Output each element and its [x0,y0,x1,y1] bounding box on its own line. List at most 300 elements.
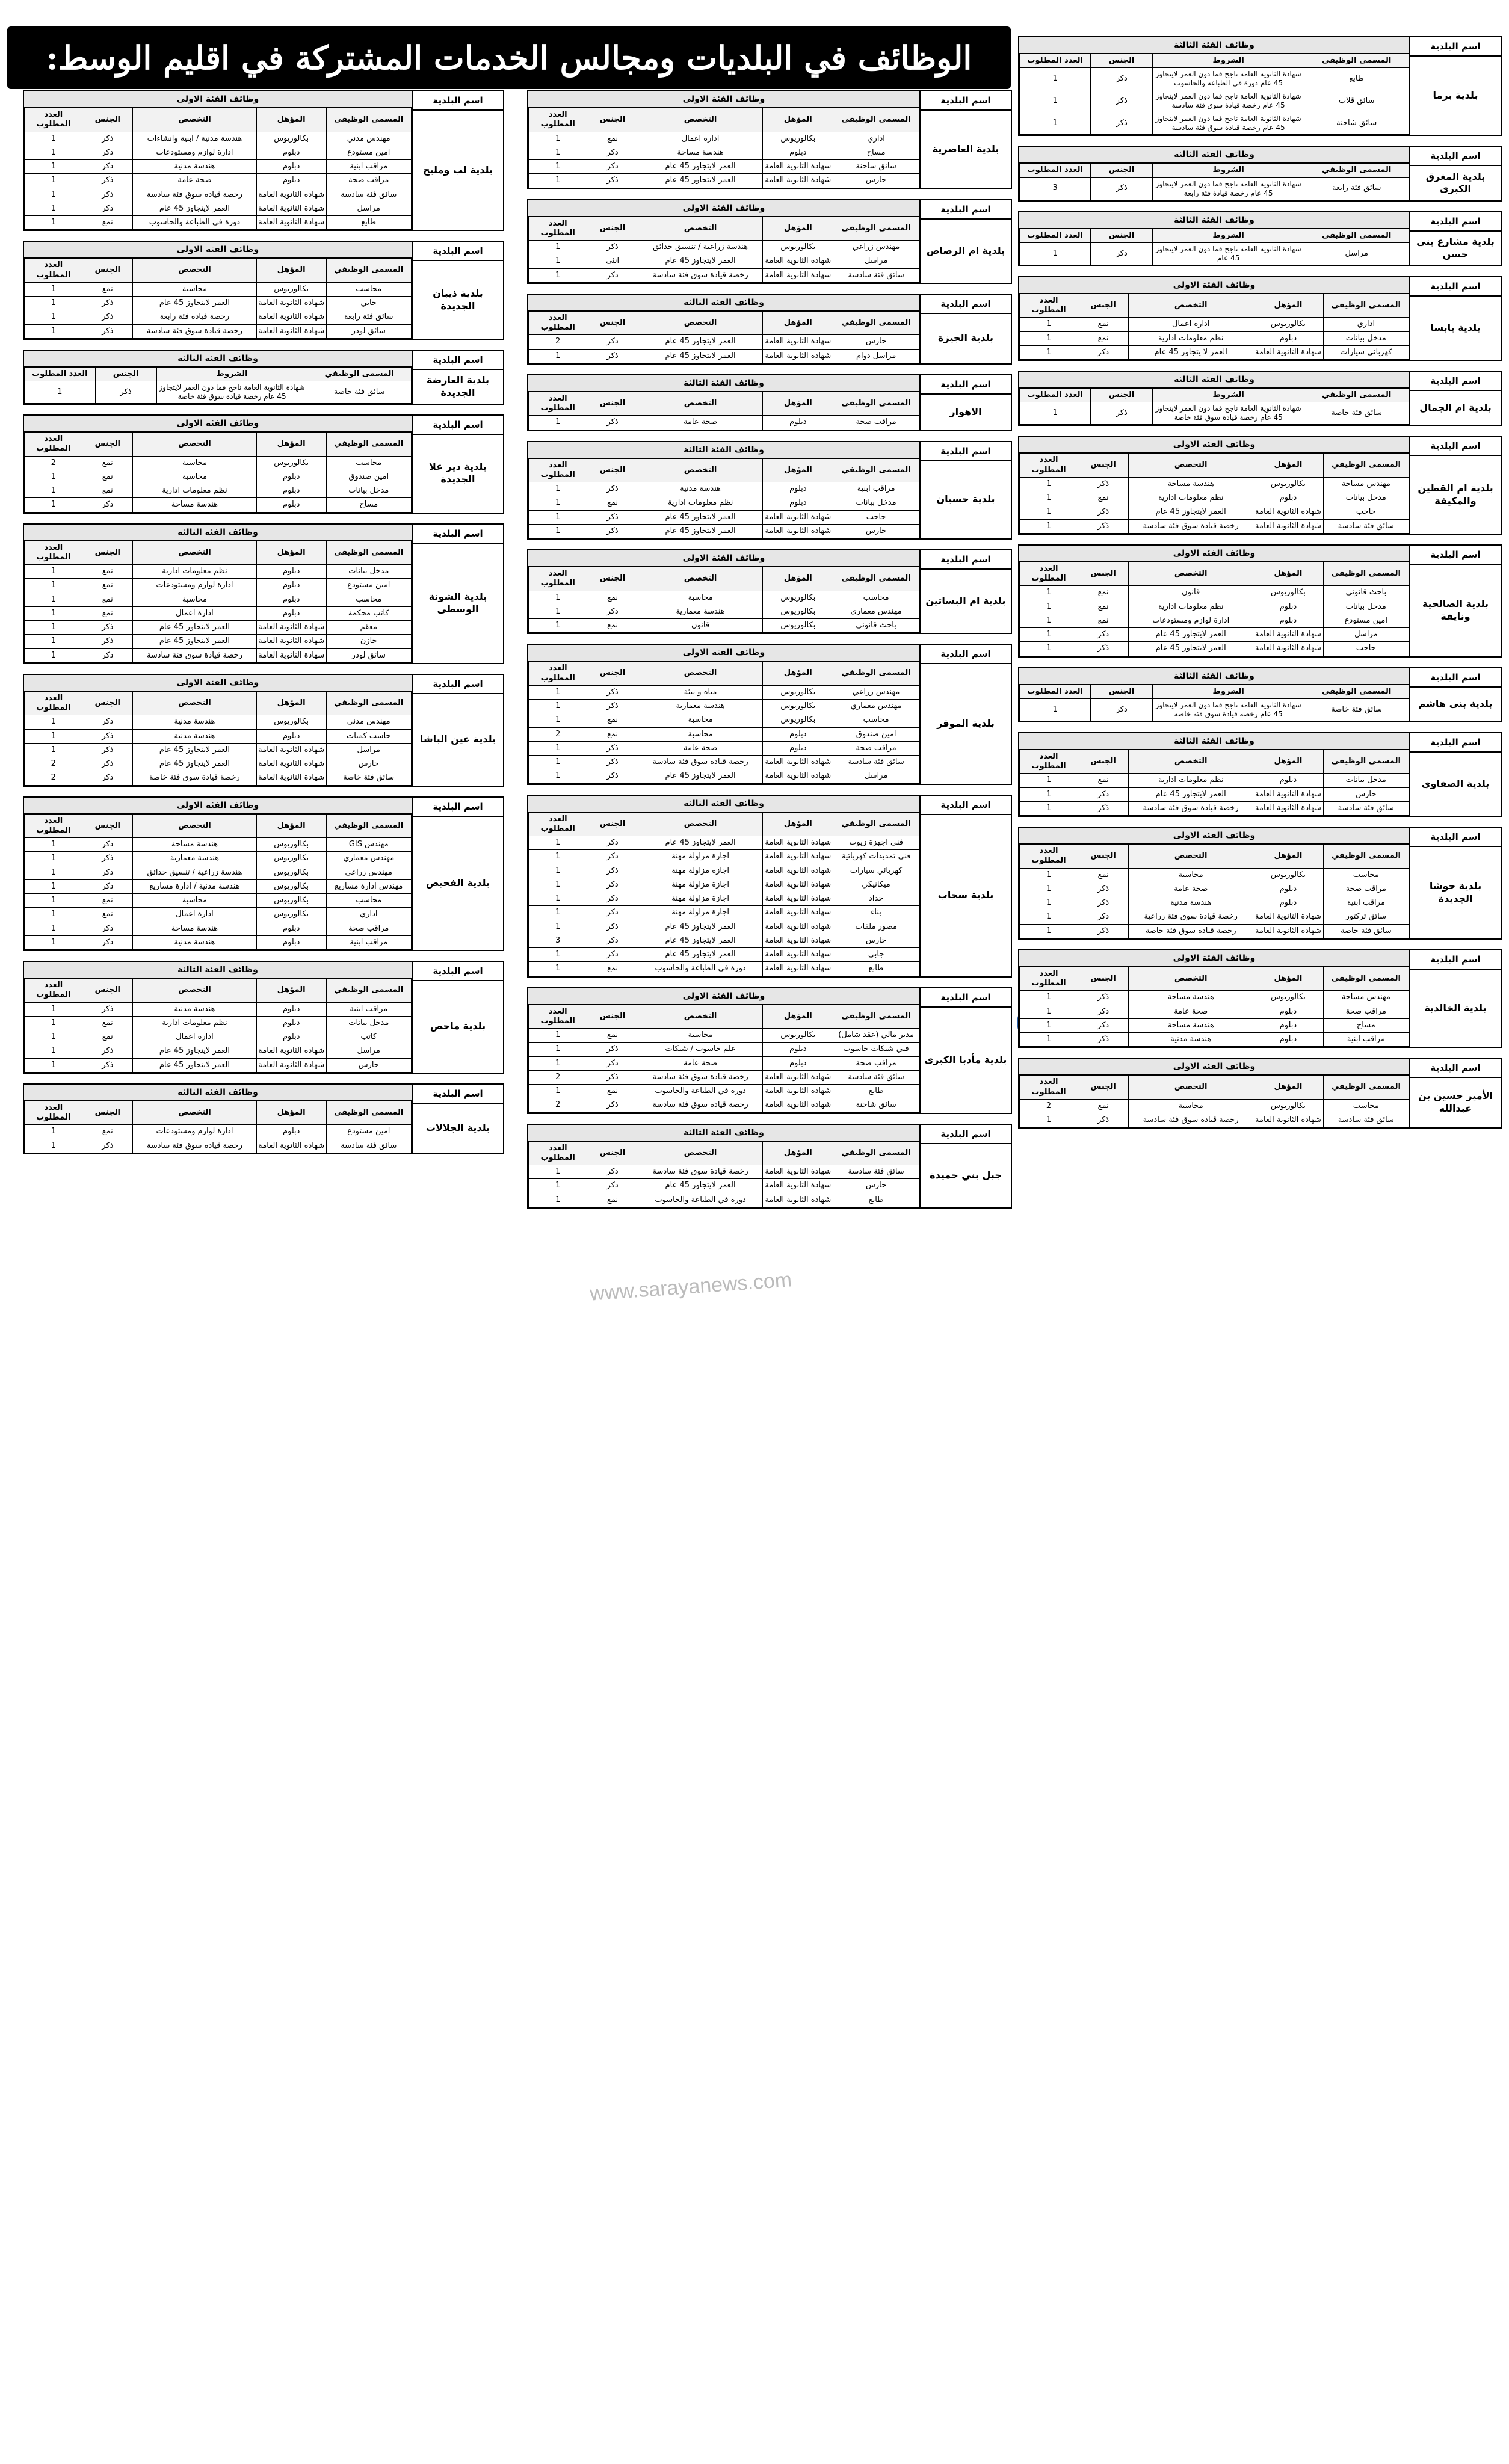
municipality-header: اسم البلدية [1410,372,1501,391]
table-cell: شهادة الثانوية العامة [763,769,833,783]
column-header: التخصص [638,392,763,416]
table-cell: العمر لايتجاوز 45 عام [638,934,763,947]
municipality-block [1018,371,1502,426]
table-cell: نمع [1078,491,1129,505]
table-row [529,836,919,850]
column-header: العدد المطلوب [25,367,96,381]
table-cell: نمع [587,619,638,633]
table-cell: دبلوم [1253,1018,1323,1032]
table-cell: محاسبة [133,456,257,470]
category-heading: وظائف الفئة الاولى [24,91,412,108]
table-cell: 1 [1020,628,1078,642]
table-cell: مراسل [326,202,411,215]
table-cell: شهادة الثانوية العامة ناجح فما دون العمر لايتجاوز 45 عام رخصة قيادة فئة رابعة [1152,177,1304,200]
table-cell: شهادة الثانوية العامة [763,349,833,363]
municipality-name: بلدية الشونة الوسطى [428,590,487,615]
table-cell: رخصة قيادة سوق فئة سادسة [1129,519,1253,533]
table-cell: مراقب صحة [833,416,919,430]
municipality-block [23,350,504,405]
header-row [25,814,412,838]
column-header: المسمى الوظيفي [1304,229,1409,242]
municipality-cell [1409,277,1501,360]
table-cell: شهادة الثانوية العامة [763,1085,833,1098]
table-cell: بكالوريوس [256,866,326,879]
jobs-table-wrap [528,645,919,783]
table-cell: بكالوريوس [763,1029,833,1043]
header-row [25,433,412,457]
jobs-table-wrap [528,1125,919,1207]
table-cell: 1 [529,1056,587,1070]
table-cell: محاسب [833,713,919,727]
table-cell: اجازة مزاولة مهنة [638,878,763,892]
table-row [529,906,919,920]
table-cell: سائق فئة سادسة [833,1070,919,1084]
table-cell: صحة عامة [133,174,257,188]
table-cell: شهادة الثانوية العامة [1253,910,1323,924]
column-header: الجنس [1091,164,1153,177]
column-header: التخصص [133,541,257,565]
table-cell: نمع [1078,1099,1129,1113]
table-row [25,456,412,470]
municipality-block [23,961,504,1074]
table-cell: 1 [25,324,82,338]
column-header: العدد المطلوب [25,1101,82,1125]
table-cell: 2 [25,456,82,470]
table-cell: 1 [25,729,82,743]
column-header: المسمى الوظيفي [326,1101,411,1125]
category-heading: وظائف الفئة الاولى [1019,950,1409,967]
column-header: العدد المطلوب [1020,1076,1078,1100]
table-cell: نمع [1078,318,1129,331]
table-cell: العمر لا يتجاوز 45 عام [1129,345,1253,359]
table-cell: مدخل بيانات [833,496,919,510]
table-cell: طابع [326,216,411,230]
table-cell: 1 [25,866,82,879]
table-cell: شهادة الثانوية العامة [256,621,326,635]
table-cell: هندسة مدنية [1129,1033,1253,1047]
table-cell: ادارة لوازم ومستودعات [133,579,257,593]
municipality-header: اسم البلدية [1410,437,1501,456]
municipality-name: بلدية الفحيص [426,876,490,889]
table-cell: رخصة قيادة سوق فئة زراعية [1129,910,1253,924]
table-cell: 2 [25,771,82,785]
table-cell: معقم [326,621,411,635]
table-cell: دبلوم [1253,491,1323,505]
column-header: المسمى الوظيفي [1323,845,1409,869]
municipality-header: اسم البلدية [1410,1059,1501,1078]
table-cell: ذكر [587,878,638,892]
table-cell: شهادة الثانوية العامة ناجح فما دون العمر لايتجاوز 45 عام رخصة قيادة سوق فئة خاصة [1152,698,1304,721]
column-header: الجنس [1078,750,1129,774]
table-cell: نمع [82,579,133,593]
header-row [1020,454,1409,478]
table-cell: العمر لايتجاوز 45 عام [133,621,257,635]
table-cell: 1 [1020,1018,1078,1032]
table-cell: 1 [25,852,82,866]
table-cell: اجازة مزاولة مهنة [638,850,763,864]
table-cell: 1 [25,310,82,324]
jobs-table [24,108,412,230]
jobs-table-wrap [528,796,919,976]
table-cell: شهادة الثانوية العامة [763,1193,833,1207]
table-cell: مهندس معماري [833,605,919,618]
table-cell: رخصة قيادة سوق فئة سادسة [638,268,763,282]
table-cell: 1 [1020,787,1078,801]
column-header: العدد المطلوب [1020,454,1078,478]
table-row [25,922,412,935]
table-cell: سائق فئة سادسة [1323,801,1409,815]
jobs-table [528,392,919,430]
table-cell: دبلوم [1253,1005,1323,1018]
table-cell: العمر لايتجاوز 45 عام [133,743,257,757]
municipality-name: بلدية برما [1433,89,1478,101]
table-cell: دبلوم [763,146,833,159]
table-row [1020,1005,1409,1018]
table-row [529,878,919,892]
table-cell: ذكر [82,771,133,785]
table-cell: باحث قانوني [833,619,919,633]
table-row [25,771,412,785]
table-cell: مهندس GIS [326,838,411,852]
table-cell: 1 [25,1044,82,1058]
table-cell: 1 [1020,519,1078,533]
municipality-cell [919,295,1011,363]
table-cell: نمع [1078,868,1129,882]
table-cell: ذكر [82,188,133,202]
table-cell: نمع [82,216,133,230]
table-row [1020,801,1409,815]
category-heading: وظائف الفئة الاولى [24,242,412,258]
table-cell: شهادة الثانوية العامة [763,920,833,934]
jobs-table [24,1101,412,1153]
table-cell: 1 [529,174,587,188]
municipality-block [527,795,1012,978]
table-cell: 1 [1020,112,1091,135]
table-cell: كهربائي سيارات [833,864,919,878]
table-cell: مهندس زراعي [833,241,919,254]
table-cell: مدخل بيانات [1323,491,1409,505]
table-cell: 1 [25,743,82,757]
municipality-name: بلدية ام الجمال [1419,401,1492,413]
column-header: المؤهل [763,1005,833,1029]
table-cell: بكالوريوس [1253,991,1323,1005]
table-cell: اداري [833,132,919,146]
table-row [25,729,412,743]
jobs-table-wrap [528,295,919,363]
municipality-header: اسم البلدية [921,550,1011,570]
table-cell: 1 [25,635,82,648]
table-cell: بكالوريوس [763,700,833,713]
jobs-table-wrap [1019,147,1409,200]
table-cell: 1 [25,1139,82,1153]
table-cell: 1 [1020,477,1078,491]
municipality-cell [1409,546,1501,656]
table-cell: مهندس زراعي [326,866,411,879]
table-cell: نمع [587,496,638,510]
table-row [529,1193,919,1207]
table-cell: ذكر [587,241,638,254]
table-cell: 1 [529,892,587,906]
table-cell: ذكر [587,741,638,755]
table-cell: 1 [1020,1005,1078,1018]
municipality-block [23,523,504,664]
table-cell: شهادة الثانوية العامة [256,310,326,324]
table-cell: نمع [587,132,638,146]
column-header: التخصص [638,311,763,335]
municipality-name: بلدية الخالدية [1424,1002,1487,1014]
municipality-header: اسم البلدية [413,962,503,981]
column-header: التخصص [133,1101,257,1125]
jobs-table [528,1141,919,1207]
column-header: العدد المطلوب [25,259,82,283]
column-header: الجنس [1091,229,1153,242]
category-heading: وظائف الفئة الاولى [1019,1059,1409,1075]
category-heading: وظائف الفئة الثالثة [1019,668,1409,685]
table-row [1020,519,1409,533]
table-row [25,648,412,662]
table-cell: حارس [833,524,919,538]
table-cell: 1 [529,132,587,146]
municipality-block [527,199,1012,284]
table-cell: 1 [529,836,587,850]
table-cell: 1 [1020,586,1078,600]
column-header: العدد المطلوب [1020,685,1091,698]
table-cell: محاسبة [133,894,257,908]
column-header: العدد المطلوب [25,691,82,715]
table-cell: دبلوم [763,1043,833,1056]
table-cell: مراقب ابنية [326,160,411,174]
table-cell: سائق فئة سادسة [833,1165,919,1179]
municipality-header: اسم البلدية [413,242,503,261]
category-heading: وظائف الفئة الاولى [24,675,412,691]
table-cell: نمع [82,1030,133,1044]
table-row [25,174,412,188]
municipality-cell [919,200,1011,283]
column-header: الجنس [82,108,133,132]
municipality-cell [1409,437,1501,534]
table-cell: دبلوم [256,1002,326,1016]
column-header: التخصص [638,217,763,241]
table-cell: شهادة الثانوية العامة [763,335,833,349]
table-row [529,591,919,605]
table-cell: 1 [1020,698,1091,721]
table-cell: ذكر [1078,505,1129,519]
table-row [529,741,919,755]
table-cell: العمر لايتجاوز 45 عام [133,757,257,771]
table-cell: العمر لايتجاوز 45 عام [638,160,763,174]
municipality-header: اسم البلدية [1410,733,1501,753]
table-row [25,202,412,215]
jobs-table-wrap [24,798,412,950]
column-header: المؤهل [1253,750,1323,774]
table-cell: 1 [529,864,587,878]
table-cell: اداري [1323,318,1409,331]
table-row [1020,1018,1409,1032]
table-cell: مدخل بيانات [1323,774,1409,787]
table-cell: دبلوم [763,727,833,741]
column-header: العدد المطلوب [529,662,587,686]
table-cell: شهادة الثانوية العامة [763,1179,833,1193]
table-cell: بكالوريوس [1253,477,1323,491]
table-cell: دبلوم [256,729,326,743]
table-cell: هندسة معمارية [638,700,763,713]
municipality-header: اسم البلدية [1410,147,1501,166]
table-cell: ادارة اعمال [1129,318,1253,331]
table-cell: ذكر [82,838,133,852]
table-cell: حارس [833,174,919,188]
table-cell: 1 [1020,642,1078,656]
table-cell: 1 [529,591,587,605]
table-cell: رخصة قيادة فئة رابعة [133,310,257,324]
table-cell: هندسة مساحة [133,922,257,935]
municipality-header: اسم البلدية [413,416,503,435]
column-header: المؤهل [1253,1076,1323,1100]
table-cell: شهادة الثانوية العامة [1253,787,1323,801]
table-row [25,838,412,852]
table-cell: طابع [833,1193,919,1207]
table-cell: حاسب كميات [326,729,411,743]
table-cell: دبلوم [256,1125,326,1139]
category-heading: وظائف الفئة الاولى [528,91,919,108]
table-cell: شهادة الثانوية العامة [256,1139,326,1153]
table-row [25,216,412,230]
table-cell: هندسة معمارية [133,852,257,866]
municipality-cell [919,442,1011,539]
column-header: المؤهل [256,108,326,132]
table-cell: حارس [833,1179,919,1193]
column-header: الجنس [1091,389,1153,402]
table-cell: 1 [529,756,587,769]
municipality-block [23,796,504,952]
table-cell: العمر لايتجاوز 45 عام [638,769,763,783]
table-cell: مهندس معماري [833,700,919,713]
column-header: المؤهل [763,392,833,416]
jobs-table-wrap [1019,546,1409,656]
table-row [529,713,919,727]
table-row [25,743,412,757]
table-cell: فني اجهزة زيوت [833,836,919,850]
table-row [529,254,919,268]
header-row [529,108,919,132]
table-cell: مراسل دوام [833,349,919,363]
jobs-table [528,458,919,539]
table-cell: هندسة مساحة [1129,991,1253,1005]
table-cell: 1 [25,908,82,922]
column-header: التخصص [638,108,763,132]
table-cell: 1 [529,769,587,783]
column-header: الجنس [587,311,638,335]
column-header: الجنس [587,217,638,241]
table-cell: شهادة الثانوية العامة [763,878,833,892]
table-cell: 1 [1020,491,1078,505]
table-cell: بكالوريوس [1253,1099,1323,1113]
table-cell: 1 [529,1193,587,1207]
table-cell: 1 [529,268,587,282]
municipality-header: اسم البلدية [921,988,1011,1008]
municipality-block [1018,732,1502,817]
municipality-name: بلدية ام القطين والمكيفة [1418,482,1493,507]
table-cell: هندسة مدنية [638,482,763,496]
municipality-cell [1409,828,1501,938]
table-cell: دبلوم [256,146,326,159]
table-row [25,498,412,512]
table-cell: 1 [25,838,82,852]
municipality-cell [412,1085,503,1153]
municipality-cell [919,1125,1011,1207]
table-cell: مساح [833,146,919,159]
table-cell: ذكر [1078,801,1129,815]
table-cell: هندسة مدنية [1129,896,1253,910]
table-cell: 1 [25,160,82,174]
column-header: المسمى الوظيفي [833,311,919,335]
table-cell: هندسة مدنية / ادارة مشاريع [133,879,257,893]
table-cell: 1 [529,850,587,864]
table-cell: 1 [529,160,587,174]
table-cell: محاسب [326,456,411,470]
jobs-table-wrap [528,988,919,1113]
column-header: العدد المطلوب [529,217,587,241]
column-header: المؤهل [1253,562,1323,586]
table-cell: رخصة قيادة سوق فئة سادسة [638,756,763,769]
table-row [1020,882,1409,896]
table-row [25,579,412,593]
table-row [25,310,412,324]
table-cell: 2 [25,757,82,771]
table-cell: 1 [25,648,82,662]
table-cell: نمع [1078,614,1129,627]
table-cell: فني تمديدات كهربائية [833,850,919,864]
table-cell: شهادة الثانوية العامة ناجح فما دون العمر لايتجاوز 45 عام رخصة قيادة سوق فئة سادسة [1152,90,1304,112]
table-row [529,1085,919,1098]
table-cell: ذكر [82,715,133,729]
table-cell: شهادة الثانوية العامة [1253,801,1323,815]
table-cell: ذكر [587,524,638,538]
column-header: المؤهل [1253,294,1323,318]
municipality-name: بلدية يابسا [1430,321,1481,333]
table-cell: بكالوريوس [763,132,833,146]
table-cell: ذكر [1078,991,1129,1005]
municipality-cell [1409,212,1501,265]
table-cell: ادارة لوازم ومستودعات [1129,614,1253,627]
table-cell: 1 [25,1125,82,1139]
table-cell: هندسة مدنية [133,1002,257,1016]
municipality-cell [919,550,1011,633]
column-header: المسمى الوظيفي [326,814,411,838]
jobs-table [528,217,919,283]
table-cell: حارس [833,934,919,947]
jobs-table [1019,844,1409,938]
table-cell: شهادة الثانوية العامة [1253,345,1323,359]
column-header: الجنس [587,662,638,686]
column-header: الجنس [1078,454,1129,478]
table-cell: 1 [529,685,587,699]
header-row [529,662,919,686]
table-row [529,1029,919,1043]
table-cell: هندسة مساحة [133,838,257,852]
table-cell: ذكر [82,648,133,662]
table-cell: سائق فئة خاصة [307,381,412,404]
table-cell: نظم معلومات ادارية [133,565,257,579]
table-cell: محاسب [326,894,411,908]
table-cell: دبلوم [256,498,326,512]
column-header: المؤهل [256,541,326,565]
column-header: الجنس [95,367,156,381]
column-header: التخصص [1129,967,1253,991]
jobs-table-wrap [1019,437,1409,534]
page-title: الوظائف في البلديات ومجالس الخدمات المشتركة في اقليم الوسط: [7,26,1011,89]
column-header: المؤهل [763,567,833,591]
column-header: المؤهل [256,979,326,1003]
